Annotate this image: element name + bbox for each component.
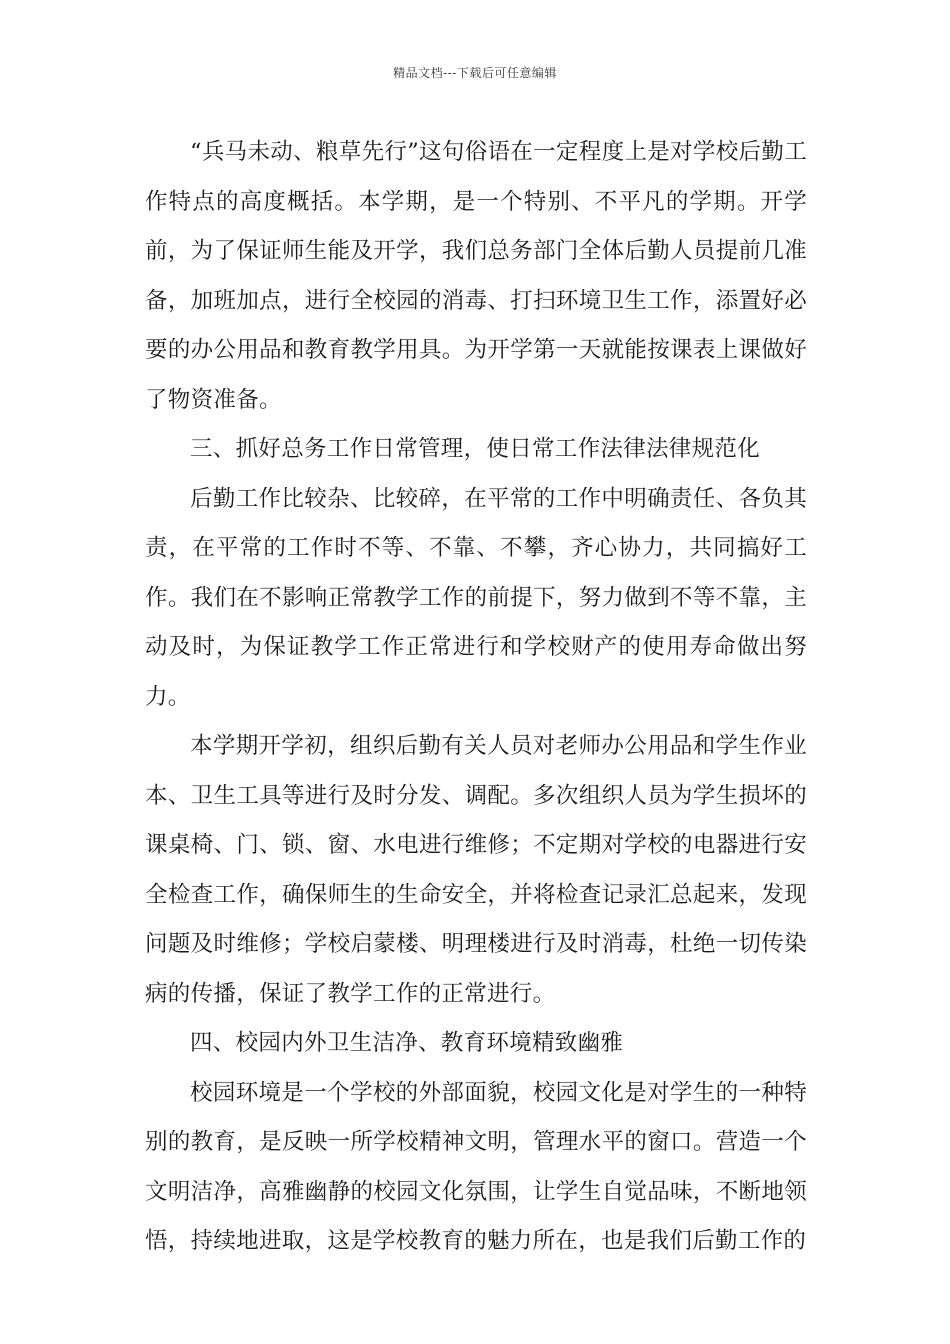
document-body <box>145 128 807 1267</box>
paragraph-daily-management: 后勤工作比较杂、比较碎，在平常的工作中明确责任、各负其责，在平常的工作时不等、不靠、不攀，齐心协力，共同搞好工作。我们在不影响正常教学工作的前提下，努力做到不等不靠，主动及时，为保证教学工作正常进行和学校财产的使用寿命做出努力。 <box>145 485 807 710</box>
paragraph-semester-start: 本学期开学初，组织后勤有关人员对老师办公用品和学生作业本、卫生工具等进行及时分发、调配。多次组织人员为学生损坏的课桌椅、门、锁、窗、水电进行维修；不定期对学校的电器进行安全检查工作，确保师生的生命安全，并将检查记录汇总起来，发现问题及时维修；学校启蒙楼、明理楼进行及时消毒，杜绝一切传染病的传播，保证了教学工作的正常进行。 <box>145 733 807 1007</box>
paragraph-campus-environment: 校园环境是一个学校的外部面貌，校园文化是对学生的一种特别的教育，是反映一所学校精神文明，管理水平的窗口。营造一个文明洁净，高雅幽静的校园文化氛围，让学生自觉品味，不断地领悟，持续地进取，这是学校教育的魅力所在，也是我们后勤工作的 <box>145 1079 807 1254</box>
section-heading-four: 四、校园内外卫生洁净、教育环境精致幽雅 <box>190 1030 624 1056</box>
paragraph-logistics-intro: “兵马未动、粮草先行”这句俗语在一定程度上是对学校后勤工作特点的高度概括。本学期，是一个特别、不平凡的学期。开学前，为了保证师生能及开学，我们总务部门全体后勤人员提前几准备，加班加点，进行全校园的消毒、打扫环境卫生工作，添置好必要的办公用品和教育教学用具。为开学第一天就能按课表上课做好了物资准备。 <box>145 139 807 413</box>
page-header: 精品文档---下载后可任意编辑 <box>393 66 557 80</box>
section-heading-three: 三、抓好总务工作日常管理，使日常工作法律法律规范化 <box>190 436 761 462</box>
